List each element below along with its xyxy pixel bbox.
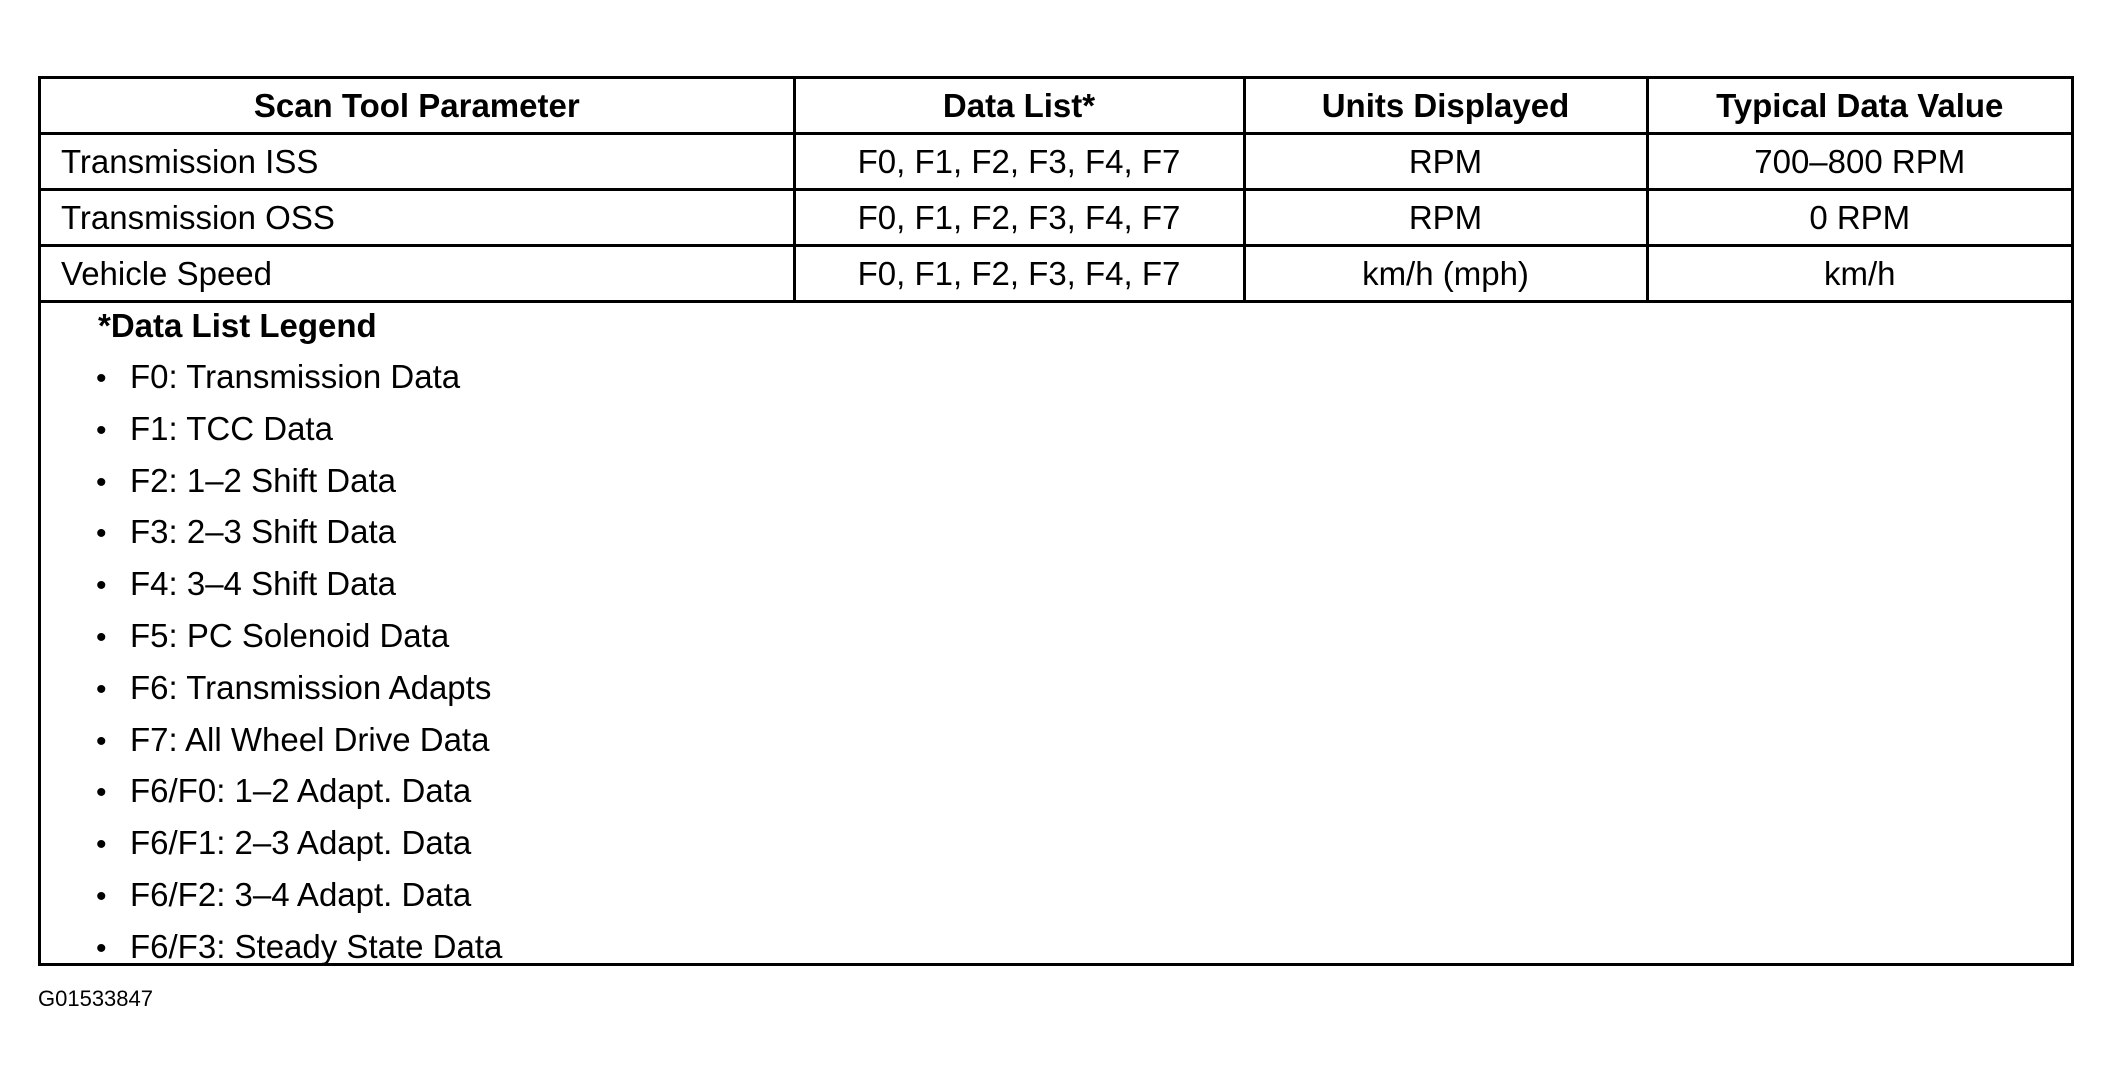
cell-typical-value: 0 RPM bbox=[1647, 190, 2071, 246]
list-item bbox=[96, 351, 502, 403]
header-units-displayed: Units Displayed bbox=[1244, 79, 1647, 134]
cell-typical-value: 700–800 RPM bbox=[1647, 134, 2071, 190]
cell-parameter: Transmission OSS bbox=[41, 190, 794, 246]
list-item bbox=[96, 714, 502, 766]
bullet-icon: • bbox=[96, 724, 107, 758]
scan-tool-data-table bbox=[41, 79, 2071, 303]
bullet-icon: • bbox=[96, 672, 107, 706]
table-row bbox=[41, 190, 2071, 246]
legend-item-label: F7: All Wheel Drive Data bbox=[130, 720, 490, 758]
cell-data-list: F0, F1, F2, F3, F4, F7 bbox=[794, 134, 1244, 190]
legend-item-label: F6/F2: 3–4 Adapt. Data bbox=[130, 875, 472, 913]
list-item bbox=[96, 610, 502, 662]
cell-typical-value: km/h bbox=[1647, 246, 2071, 302]
bullet-icon: • bbox=[96, 517, 107, 551]
legend-item-label: F0: Transmission Data bbox=[130, 358, 461, 395]
legend-item-label: F1: TCC Data bbox=[130, 409, 333, 447]
legend-item-label: F4: 3–4 Shift Data bbox=[130, 565, 396, 603]
list-item bbox=[96, 869, 502, 921]
list-item bbox=[96, 662, 502, 714]
header-data-list: Data List* bbox=[794, 79, 1244, 134]
bullet-icon: • bbox=[96, 931, 107, 965]
legend-list bbox=[96, 351, 502, 973]
cell-data-list: F0, F1, F2, F3, F4, F7 bbox=[794, 190, 1244, 246]
bullet-icon: • bbox=[96, 465, 107, 499]
bullet-icon: • bbox=[96, 776, 107, 810]
data-list-legend bbox=[96, 301, 502, 973]
bullet-icon: • bbox=[96, 828, 107, 862]
bullet-icon: • bbox=[96, 879, 107, 913]
list-item bbox=[96, 817, 502, 869]
list-item bbox=[96, 506, 502, 558]
legend-title: *Data List Legend bbox=[98, 307, 377, 344]
legend-item-label: F6: Transmission Adapts bbox=[130, 668, 492, 706]
cell-units: RPM bbox=[1244, 190, 1647, 246]
bullet-icon: • bbox=[96, 413, 107, 447]
table-row bbox=[41, 246, 2071, 302]
figure-id: G01533847 bbox=[38, 986, 153, 1011]
legend-item-label: F6/F1: 2–3 Adapt. Data bbox=[130, 824, 472, 862]
table-header-row bbox=[41, 79, 2071, 134]
legend-item-label: F2: 1–2 Shift Data bbox=[130, 461, 396, 499]
scan-tool-data-table-frame bbox=[38, 76, 2074, 966]
cell-units: RPM bbox=[1244, 134, 1647, 190]
cell-data-list: F0, F1, F2, F3, F4, F7 bbox=[794, 246, 1244, 302]
list-item bbox=[96, 921, 502, 973]
legend-item-label: F6/F0: 1–2 Adapt. Data bbox=[130, 772, 472, 810]
cell-parameter: Vehicle Speed bbox=[41, 246, 794, 302]
bullet-icon: • bbox=[96, 620, 107, 654]
cell-units: km/h (mph) bbox=[1244, 246, 1647, 302]
list-item bbox=[96, 403, 502, 455]
legend-item-label: F5: PC Solenoid Data bbox=[130, 616, 450, 654]
table-row bbox=[41, 134, 2071, 190]
list-item bbox=[96, 765, 502, 817]
bullet-icon: • bbox=[96, 569, 107, 603]
header-typical-data-value: Typical Data Value bbox=[1647, 79, 2071, 134]
legend-item-label: F3: 2–3 Shift Data bbox=[130, 513, 396, 551]
bullet-icon: • bbox=[96, 362, 107, 395]
legend-item-label: F6/F3: Steady State Data bbox=[130, 927, 503, 965]
header-scan-tool-parameter: Scan Tool Parameter bbox=[41, 79, 794, 134]
list-item bbox=[96, 455, 502, 507]
list-item bbox=[96, 558, 502, 610]
cell-parameter: Transmission ISS bbox=[41, 134, 794, 190]
